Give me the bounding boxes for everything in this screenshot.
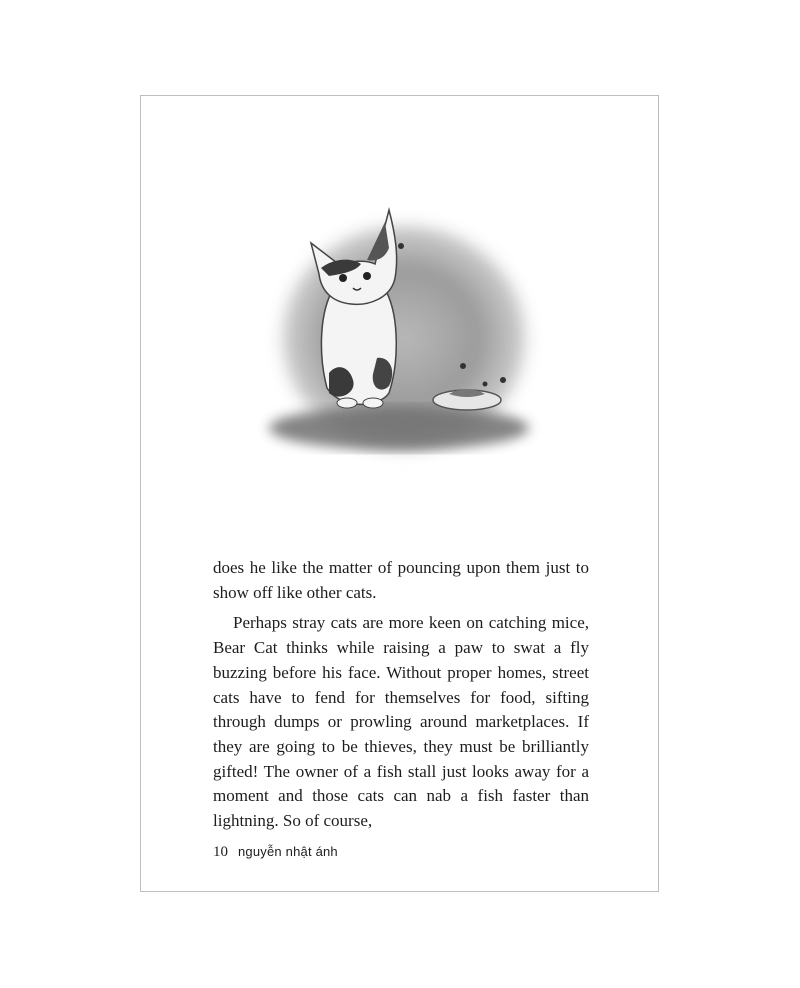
paragraph: does he like the matter of pouncing upon them just to show off like other cats.: [213, 558, 589, 602]
page-number: 10: [213, 844, 228, 860]
body-text: [213, 556, 589, 834]
cat-paw-left: [337, 398, 357, 408]
running-author: nguyễn nhật ánh: [238, 844, 338, 859]
book-page: [140, 95, 659, 892]
floor-shadow: [269, 406, 529, 450]
paragraph: Perhaps stray cats are more keen on catching mice, Bear Cat thinks while raising a paw to swat a fly buzzing before his face. Without proper homes, street cats have to fend for themselves for food, sifting through dumps or prowling around marketplaces. If they are going to be thieves, they must be brilliantly gifted! The owner of a fish stall just looks away for a moment and those cats can nab a fish faster than lightning. So of course,: [213, 613, 589, 831]
cat-illustration: [249, 188, 549, 488]
cat-paw-right: [363, 398, 383, 408]
cat-eye-right: [363, 272, 371, 280]
cat-eye-left: [339, 274, 347, 282]
page-footer: [213, 844, 338, 861]
